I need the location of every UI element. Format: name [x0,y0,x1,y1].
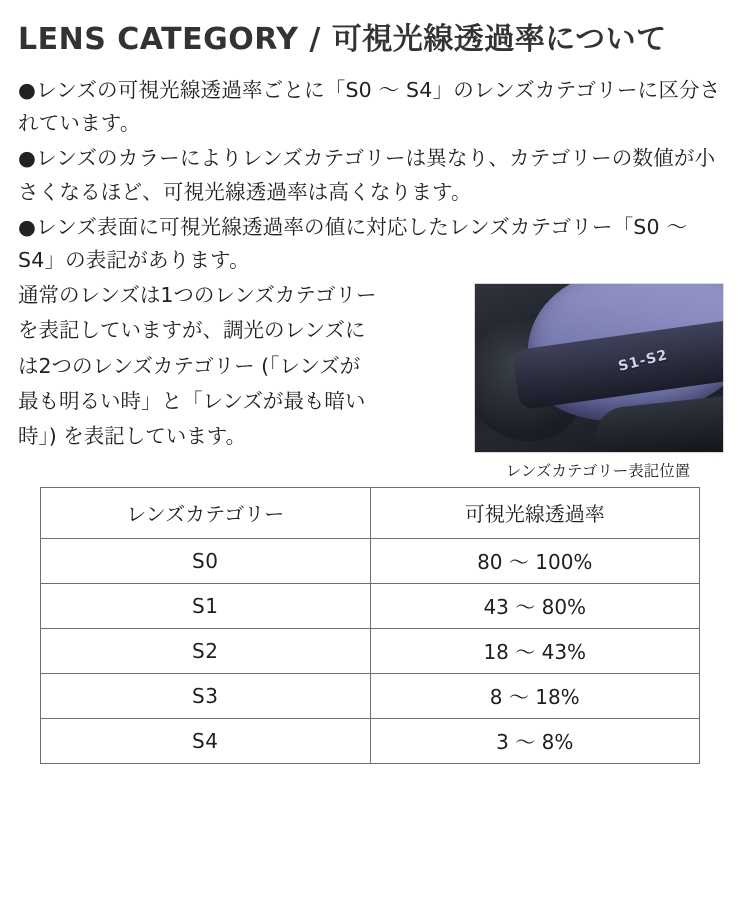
wrap-line-1: 通常のレンズは1つのレンズカテゴリー [18,283,377,308]
cell-category: S1 [41,584,371,629]
table-header-row [41,488,700,539]
column-header-category: レンズカテゴリー [41,488,371,539]
cell-category: S2 [41,629,371,674]
table-row [41,629,700,674]
cell-category: S3 [41,674,371,719]
wrap-line-5: 時」) を表記しています。 [18,424,247,449]
table-row [41,539,700,584]
bullet-list [18,74,722,277]
cell-category: S4 [41,719,371,764]
table-row [41,719,700,764]
cell-transmittance: 43 〜 80% [370,584,700,629]
bullet-item-1: ●レンズの可視光線透過率ごとに「S0 〜 S4」のレンズカテゴリーに区分されています。 [18,78,721,136]
wrap-line-3: は2つのレンズカテゴリー (「レンズが [18,353,361,378]
cell-category: S0 [41,539,371,584]
page-title: LENS CATEGORY / 可視光線透過率について [18,22,667,57]
bullet-item-2: ●レンズのカラーによりレンズカテゴリーは異なり、カテゴリーの数値が小さくなるほど、可視光線透過率は高くなります。 [18,146,716,204]
figure-caption: レンズカテゴリー表記位置 [505,462,691,481]
sunglasses-photo [474,283,724,453]
wrap-line-2: を表記していますが、調光のレンズに [18,318,366,343]
wrap-line-4: 最も明るい時」と「レンズが最も暗い [18,388,366,413]
column-header-transmittance: 可視光線透過率 [370,488,700,539]
figure-and-text-section [18,279,722,481]
lens-category-table [40,487,700,764]
bullet-item-3: ●レンズ表面に可視光線透過率の値に対応したレンズカテゴリー「S0 〜 S4」の表記があります。 [18,214,688,273]
cell-transmittance: 18 〜 43% [370,629,700,674]
lens-photo-figure [474,283,722,481]
cell-transmittance: 8 〜 18% [370,674,700,719]
table-row [41,674,700,719]
cell-transmittance: 3 〜 8% [370,719,700,764]
lens-category-marking-label: S1-S2 [616,347,670,376]
lens-category-table-wrapper [18,487,722,764]
cell-transmittance: 80 〜 100% [370,539,700,584]
table-row [41,584,700,629]
